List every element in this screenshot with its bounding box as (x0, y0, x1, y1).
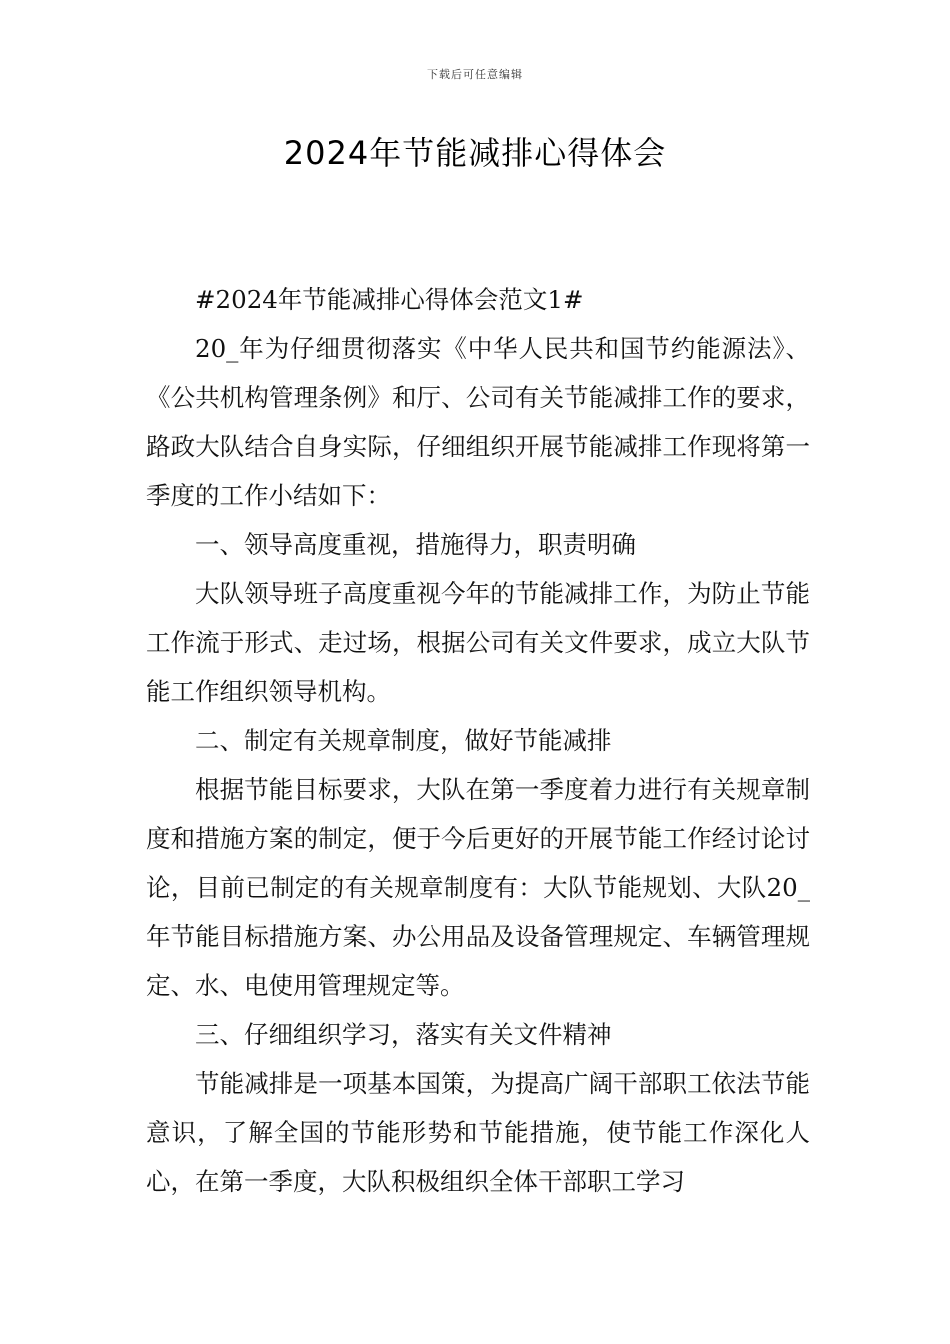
section-heading-2: 二、制定有关规章制度，做好节能减排 (195, 726, 612, 755)
section-heading-1: 一、领导高度重视，措施得力，职责明确 (195, 530, 636, 559)
section-heading-sample: #2024年节能减排心得体会范文1# (195, 285, 584, 314)
document-title: 2024年节能减排心得体会 (283, 134, 667, 172)
paragraph-intro: 20_年为仔细贯彻落实《中华人民共和国节约能源法》、《公共机构管理条例》和厅、公司有关节能减排工作的要求，路政大队结合自身实际，仔细组织开展节能减排工作现将第一季度的工作小结如下： (146, 334, 810, 510)
paragraph-2: 根据节能目标要求，大队在第一季度着力进行有关规章制度和措施方案的制定，便于今后更好的开展节能工作经讨论讨论，目前已制定的有关规章制度有：大队节能规划、大队20_年节能目标措施方案、办公用品及设备管理规定、车辆管理规定、水、电使用管理规定等。 (146, 775, 810, 1000)
paragraph-1: 大队领导班子高度重视今年的节能减排工作，为防止节能工作流于形式、走过场，根据公司有关文件要求，成立大队节能工作组织领导机构。 (146, 579, 810, 706)
paragraph-3: 节能减排是一项基本国策，为提高广阔干部职工依法节能意识，了解全国的节能形势和节能措施，使节能工作深化人心，在第一季度，大队积极组织全体干部职工学习 (146, 1069, 810, 1196)
document-body (146, 275, 810, 1206)
header-note: 下载后可任意编辑 (427, 68, 523, 81)
section-heading-3: 三、仔细组织学习，落实有关文件精神 (195, 1020, 612, 1049)
